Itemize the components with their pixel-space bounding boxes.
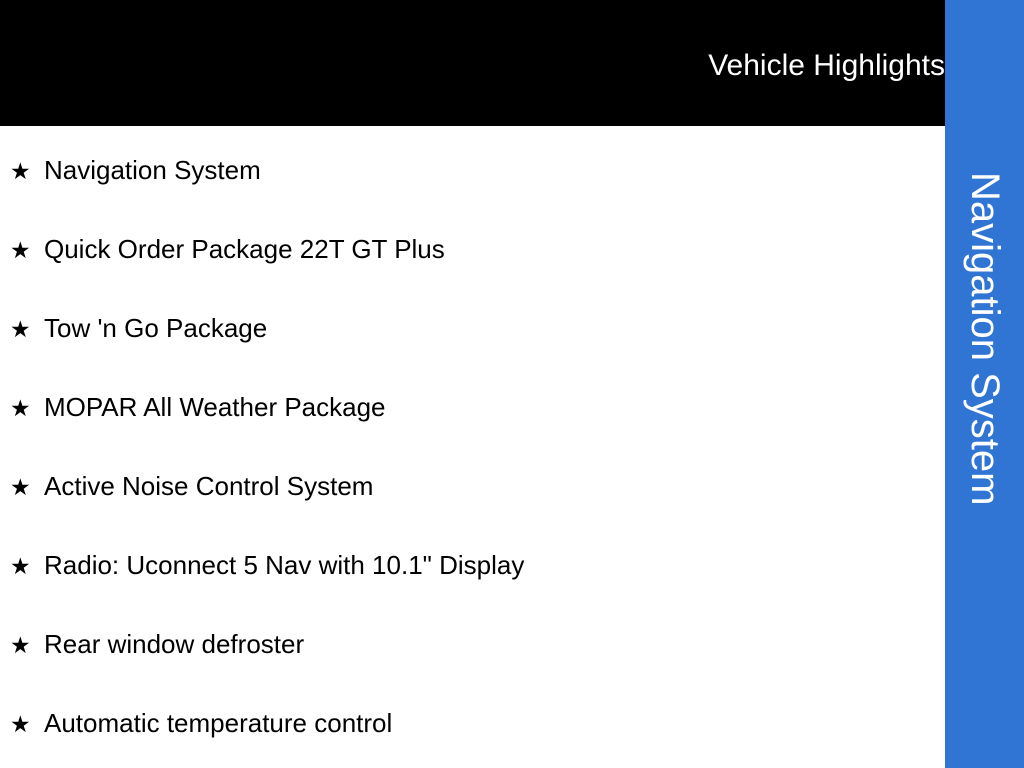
- list-item-label: Quick Order Package 22T GT Plus: [44, 234, 445, 264]
- page-title: Vehicle Highlights: [708, 49, 945, 82]
- list-item-label: Navigation System: [44, 155, 261, 185]
- list-item: [0, 393, 945, 472]
- feature-list: [0, 126, 945, 768]
- list-item-label: Automatic temperature control: [44, 708, 393, 738]
- list-item-label: Rear window defroster: [44, 629, 305, 659]
- star-icon: ★: [10, 395, 31, 421]
- star-icon: ★: [10, 316, 31, 342]
- list-item: [0, 551, 945, 630]
- list-item: [0, 709, 945, 768]
- list-item: [0, 630, 945, 709]
- header-banner: [0, 0, 945, 126]
- star-icon: ★: [10, 237, 31, 263]
- side-bar-label: Navigation System: [963, 172, 1007, 506]
- list-item-label: Radio: Uconnect 5 Nav with 10.1" Display: [44, 550, 525, 580]
- list-item-label: Tow 'n Go Package: [44, 313, 268, 343]
- list-item: [0, 472, 945, 551]
- list-item-label: Active Noise Control System: [44, 471, 374, 501]
- star-icon: ★: [10, 632, 31, 658]
- list-item: [0, 235, 945, 314]
- star-icon: ★: [10, 553, 31, 579]
- star-icon: ★: [10, 711, 31, 737]
- list-item: [0, 314, 945, 393]
- list-item: [0, 156, 945, 235]
- list-item-label: MOPAR All Weather Package: [44, 392, 386, 422]
- side-bar: [945, 0, 1024, 768]
- star-icon: ★: [10, 474, 31, 500]
- star-icon: ★: [10, 158, 31, 184]
